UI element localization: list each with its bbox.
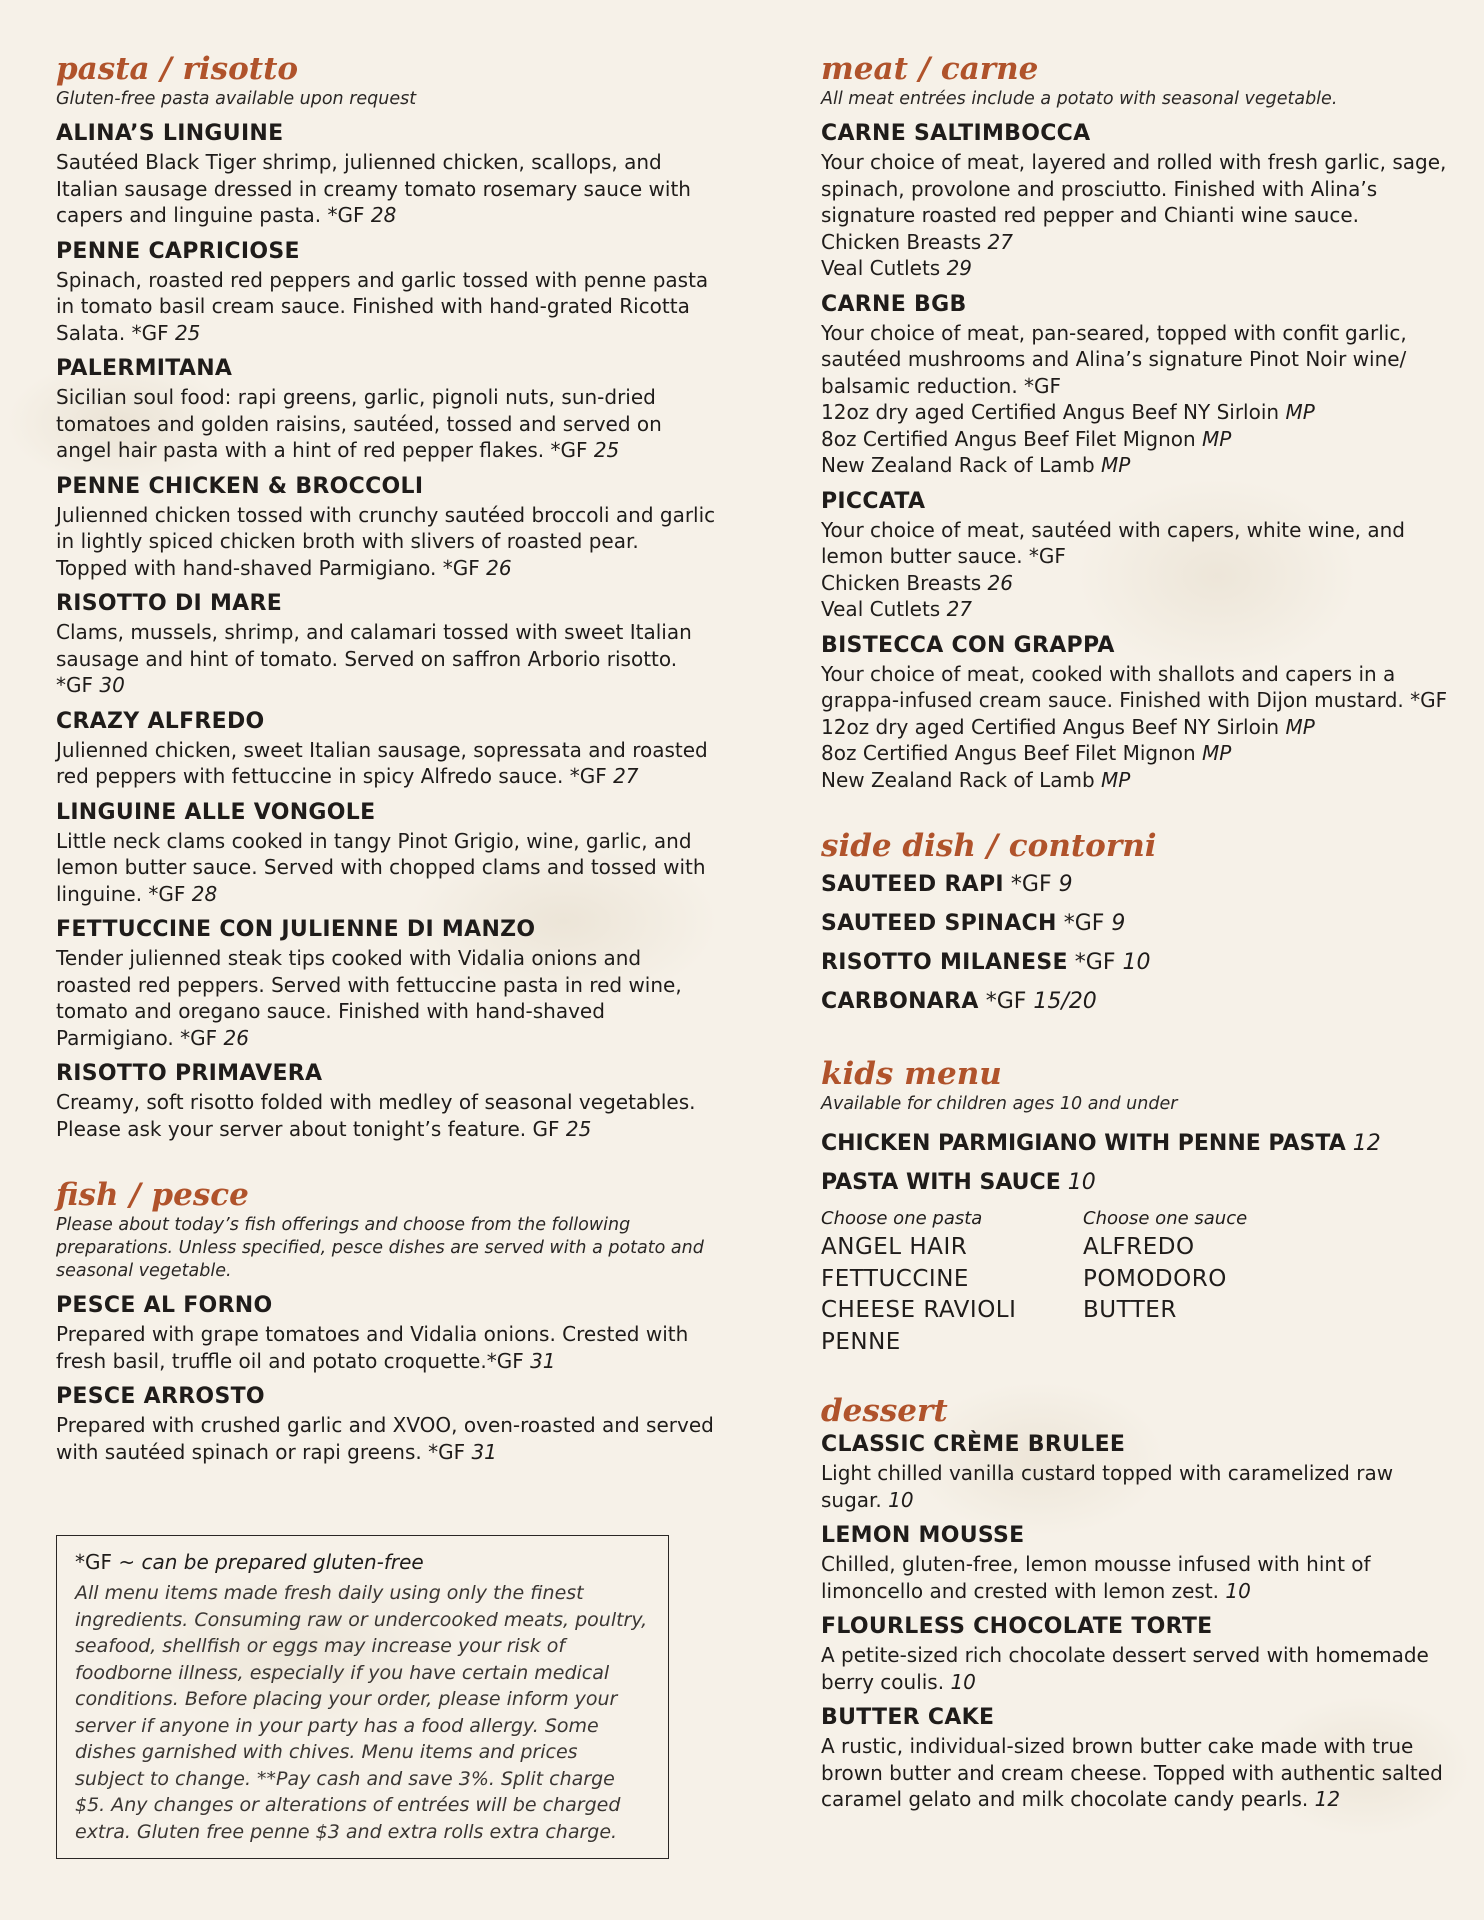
menu-item-pesce-arrosto	[56, 1382, 716, 1465]
menu-item-risotto-primavera	[56, 1059, 716, 1142]
item-price: 28	[370, 203, 397, 227]
pasta-option: CHEESE RAVIOLI	[821, 1297, 1017, 1323]
menu-item-flourless-chocolate-torte	[821, 1612, 1451, 1695]
menu-item-fettuccine-con-julienne	[56, 915, 716, 1051]
section-title-fish: fish / pesce	[56, 1177, 249, 1213]
item-option: Chicken Breasts 26	[821, 570, 1013, 595]
item-name: PESCE AL FORNO	[56, 1293, 273, 1318]
choose-sauce-label: Choose one sauce	[1083, 1208, 1248, 1229]
item-description: Light chilled vanilla custard topped with caramelized raw sugar. 10	[821, 1461, 1394, 1512]
meat-section	[821, 50, 1451, 793]
side-item: CARBONARA *GF 15/20	[821, 989, 1097, 1014]
item-name: PENNE CHICKEN & BROCCOLI	[56, 473, 424, 499]
pasta-option: FETTUCCINE	[821, 1265, 969, 1292]
section-title-pasta: pasta / risotto	[56, 51, 299, 87]
menu-item-carne-saltimbocca	[821, 119, 1451, 282]
item-price: 26	[223, 1025, 249, 1050]
fish-section	[56, 1176, 716, 1465]
choose-pasta-label: Choose one pasta	[821, 1208, 983, 1229]
item-price: 31	[471, 1439, 497, 1464]
section-title-side: side dish / contorni	[821, 828, 1157, 864]
item-name: LINGUINE ALLE VONGOLE	[56, 799, 376, 825]
item-description: Your choice of meat, sautéed with capers, white wine, and lemon butter sauce. *GF	[821, 517, 1405, 568]
kids-choices	[821, 1206, 1451, 1358]
sauce-choices	[1083, 1206, 1345, 1358]
item-option: Chicken Breasts 27	[821, 229, 1013, 254]
item-description: Creamy, soft risotto folded with medley of seasonal vegetables. Please ask your server about tonight’s feature. GF 25	[56, 1090, 696, 1141]
item-description: Your choice of meat, layered and rolled with fresh garlic, sage, spinach, provolone and prosciutto. Finished with Alina’s signature roasted red pepper and Chianti wine sauce.	[821, 150, 1447, 227]
item-description: Sicilian soul food: rapi greens, garlic, pignoli nuts, sun-dried tomatoes and golden raisins, sautéed, tossed and served on angel hair pasta with a hint of red pepper flakes. *GF 25	[56, 385, 662, 462]
pasta-choices	[821, 1206, 1083, 1358]
item-price: 10	[1225, 1578, 1251, 1603]
item-price: 31	[530, 1348, 556, 1373]
menu-item-lemon-mousse	[821, 1521, 1451, 1604]
menu-item-crazy-alfredo	[56, 707, 716, 790]
item-name: CARNE SALTIMBOCCA	[821, 121, 1091, 146]
item-description: Chilled, gluten-free, lemon mousse infused with hint of limoncello and crested with lemon zest. 10	[821, 1552, 1371, 1603]
pasta-option: PENNE	[821, 1328, 901, 1355]
item-description: Your choice of meat, cooked with shallots and capers in a grappa-infused cream sauce. Finished with Dijon mustard. *GF	[821, 661, 1448, 712]
item-description: Tender julienned steak tips cooked with Vidalia onions and roasted red peppers. Served with fettuccine pasta in red wine, tomato and oregano sauce. Finished with hand-shaved Parmigiano. *GF 26	[56, 946, 682, 1050]
disclaimer-box	[56, 1535, 669, 1859]
item-name: PENNE CAPRICIOSE	[56, 238, 300, 264]
kids-item: PASTA WITH SAUCE 10	[821, 1170, 1096, 1195]
item-option: New Zealand Rack of Lamb MP	[821, 453, 1131, 477]
item-price: 12	[1314, 1787, 1341, 1811]
item-price: 25	[565, 1116, 592, 1141]
item-description: Little neck clams cooked in tangy Pinot Grigio, wine, garlic, and lemon butter sauce. Served with chopped clams and tossed with linguine. *GF 28	[56, 828, 706, 906]
item-option: New Zealand Rack of Lamb MP	[821, 767, 1131, 792]
sauce-option: BUTTER	[1083, 1297, 1177, 1323]
kids-note: Available for children ages 10 and under	[821, 1094, 1178, 1114]
sauce-option: ALFREDO	[1083, 1234, 1195, 1260]
side-section	[821, 827, 1451, 1021]
item-option: 8oz Certified Angus Beef Filet Mignon MP	[821, 426, 1232, 451]
item-price: 10	[888, 1487, 914, 1512]
item-description: Clams, mussels, shrimp, and calamari tossed with sweet Italian sausage and hint of tomato. Served on saffron Arborio risotto. *GF 30	[56, 620, 692, 697]
item-name: CLASSIC CRÈME BRULEE	[821, 1432, 1126, 1457]
item-option: Veal Cutlets 29	[821, 256, 973, 280]
menu-item-piccata	[821, 487, 1451, 623]
menu-item-penne-chicken-broccoli	[56, 472, 716, 582]
item-name: CARNE BGB	[821, 291, 967, 317]
pasta-option: ANGEL HAIR	[821, 1234, 968, 1260]
item-description: Julienned chicken, sweet Italian sausage, sopressata and roasted red peppers with fettuccine in spicy Alfredo sauce. *GF 27	[56, 737, 708, 788]
section-title-meat: meat / carne	[821, 51, 1039, 87]
item-description: Prepared with grape tomatoes and Vidalia onions. Crested with fresh basil, truffle oil and potato croquette.*GF 31	[56, 1322, 689, 1373]
item-name: CRAZY ALFREDO	[56, 708, 265, 734]
menu-item-risotto-di-mare	[56, 589, 716, 699]
item-name: PESCE ARROSTO	[56, 1384, 265, 1409]
item-description: A petite-sized rich chocolate dessert served with homemade berry coulis. 10	[821, 1643, 1429, 1694]
menu-item-carne-bgb	[821, 290, 1451, 479]
menu-item-butter-cake	[821, 1703, 1451, 1813]
fish-note: Please about today’s fish offerings and choose from the following preparations. Unless specified, pesce dishes are served with a potato and seasonal vegetable.	[56, 1215, 704, 1281]
item-option: Veal Cutlets 27	[821, 597, 973, 621]
item-name: PALERMITANA	[56, 356, 233, 381]
menu-item-pesce-al-forno	[56, 1291, 716, 1374]
pasta-section	[56, 50, 716, 1142]
item-name: BUTTER CAKE	[821, 1705, 995, 1730]
item-price: 27	[613, 764, 639, 788]
item-price: 10	[950, 1669, 976, 1694]
side-item: RISOTTO MILANESE *GF 10	[821, 950, 1151, 975]
gf-legend: *GF ~ can be prepared gluten-free	[75, 1550, 424, 1574]
menu-item-alinas-linguine	[56, 119, 716, 229]
item-name: RISOTTO DI MARE	[56, 591, 283, 616]
item-price: 26	[486, 555, 512, 580]
left-column	[56, 50, 716, 1499]
item-description: Spinach, roasted red peppers and garlic tossed with penne pasta in tomato basil cream sauce. Finished with hand-grated Ricotta Salata. *GF 25	[56, 267, 709, 345]
pasta-note: Gluten-free pasta available upon request	[56, 89, 417, 109]
item-name: FLOURLESS CHOCOLATE TORTE	[821, 1614, 1213, 1639]
dessert-section	[821, 1392, 1451, 1813]
item-price: 30	[99, 673, 125, 697]
item-price: 25	[174, 320, 201, 345]
item-option: 12oz dry aged Certified Angus Beef NY Sirloin MP	[821, 400, 1315, 424]
side-item: SAUTEED SPINACH *GF 9	[821, 911, 1126, 936]
sauce-option: POMODORO	[1083, 1265, 1227, 1292]
item-description: Prepared with crushed garlic and XVOO, oven-roasted and served with sautéed spinach or rapi greens. *GF 31	[56, 1413, 714, 1464]
kids-item: CHICKEN PARMIGIANO WITH PENNE PASTA 12	[821, 1131, 1381, 1156]
menu-item-penne-capriciose	[56, 237, 716, 347]
item-name: LEMON MOUSSE	[821, 1523, 1025, 1548]
item-price: 28	[191, 881, 218, 906]
item-name: ALINA’S LINGUINE	[56, 121, 284, 146]
item-description: Julienned chicken tossed with crunchy sautéed broccoli and garlic in lightly spiced chicken broth with slivers of roasted pear. Topped with hand-shaved Parmigiano. *GF 26	[56, 502, 716, 580]
item-option: 12oz dry aged Certified Angus Beef NY Sirloin MP	[821, 714, 1315, 739]
item-name: FETTUCCINE CON JULIENNE DI MANZO	[56, 917, 536, 942]
item-option: 8oz Certified Angus Beef Filet Mignon MP	[821, 741, 1232, 765]
menu-item-bistecca-con-grappa	[821, 631, 1451, 794]
right-column	[821, 50, 1451, 1847]
item-name: BISTECCA CON GRAPPA	[821, 632, 1115, 658]
side-item: SAUTEED RAPI *GF 9	[821, 872, 1073, 897]
menu-item-linguine-alle-vongole	[56, 798, 716, 908]
item-description: Your choice of meat, pan-seared, topped with confit garlic, sautéed mushrooms and Alina’s signature Pinot Noir wine/ balsamic reduction. *GF	[821, 320, 1407, 398]
menu-item-palermitana	[56, 354, 716, 464]
disclaimer-text: All menu items made fresh daily using only the finest ingredients. Consuming raw or undercooked meats, poultry, seafood, shellfish or eggs may increase your risk of foodborne illness, especially if you have certain medical conditions. Before placing your order, please inform your server if anyone in your party has a food allergy. Some dishes garnished with chives. Menu items and prices subject to change. **Pay cash and save 3%. Split charge $5. Any changes or alterations of entrées will be charged extra. Gluten free penne $3 and extra rolls extra charge.	[75, 1582, 648, 1843]
section-title-dessert: dessert	[821, 1393, 948, 1429]
item-price: 25	[593, 438, 620, 462]
item-description: Sautéed Black Tiger shrimp, julienned chicken, scallops, and Italian sausage dressed in creamy tomato rosemary sauce with capers and linguine pasta. *GF 28	[56, 150, 691, 227]
menu-item-creme-brulee	[821, 1430, 1451, 1513]
meat-note: All meat entrées include a potato with seasonal vegetable.	[821, 89, 1338, 109]
item-name: RISOTTO PRIMAVERA	[56, 1061, 323, 1086]
kids-section	[821, 1055, 1451, 1358]
item-name: PICCATA	[821, 488, 926, 514]
item-description: A rustic, individual-sized brown butter cake made with true brown butter and cream cheese. Topped with authentic salted caramel gelato and milk chocolate candy pearls. 12	[821, 1734, 1443, 1811]
section-title-kids: kids menu	[821, 1056, 1002, 1092]
